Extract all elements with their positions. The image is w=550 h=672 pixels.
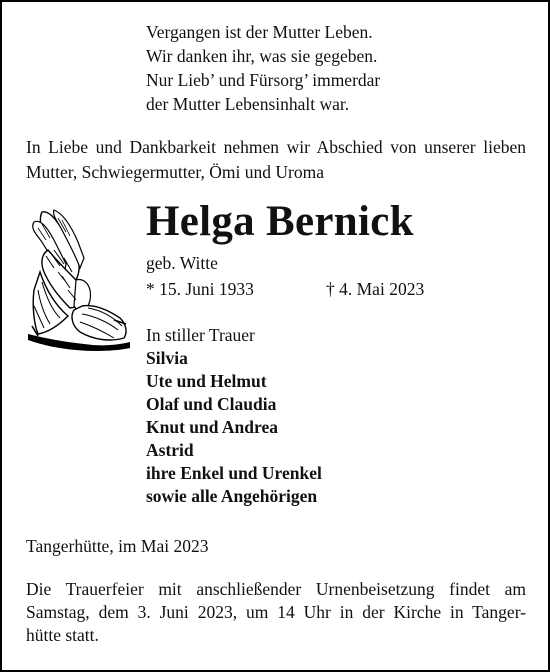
mourner-name: Silvia	[146, 348, 188, 368]
service-line: Samstag, dem 3. Juni 2023, um 14 Uhr in der Kirche in Tanger-	[26, 602, 526, 622]
poem	[146, 20, 380, 116]
mourner-name: ihre Enkel und Urenkel	[146, 463, 322, 483]
poem-line: Nur Lieb’ und Fürsorg’ immerdar	[146, 70, 381, 90]
poem-line: Vergangen ist der Mutter Leben.	[146, 22, 373, 42]
mourner-name: Astrid	[146, 440, 194, 460]
mourner-name: sowie alle Angehörigen	[146, 486, 318, 506]
service-info	[26, 578, 526, 647]
birth-name: geb. Witte	[146, 253, 218, 273]
poem-line: Wir danken ihr, was sie gegeben.	[146, 46, 378, 66]
mourner-name: Ute und Helmut	[146, 371, 267, 391]
service-line: hütte statt.	[26, 625, 99, 645]
death-date: † 4. Mai 2023	[326, 279, 425, 299]
mourner-name: Knut und Andrea	[146, 417, 278, 437]
service-line: Die Trauerfeier mit anschließender Urnenbeisetzung findet am	[26, 579, 526, 599]
poem-line: der Mutter Lebensinhalt war.	[146, 94, 350, 114]
mourning-lead: In stiller Trauer	[146, 325, 255, 345]
praying-hands-icon	[24, 206, 134, 354]
place-date: Tangerhütte, im Mai 2023	[26, 536, 209, 556]
mourners-list	[146, 324, 322, 508]
deceased-name: Helga Bernick	[146, 198, 414, 245]
birth-date: * 15. Juni 1933	[146, 279, 254, 299]
mourner-name: Olaf und Claudia	[146, 394, 277, 414]
intro-text: In Liebe und Dankbarkeit nehmen wir Abschied von unserer lieben Mutter, Schwiegermutter, Ömi und Uroma	[26, 137, 526, 182]
